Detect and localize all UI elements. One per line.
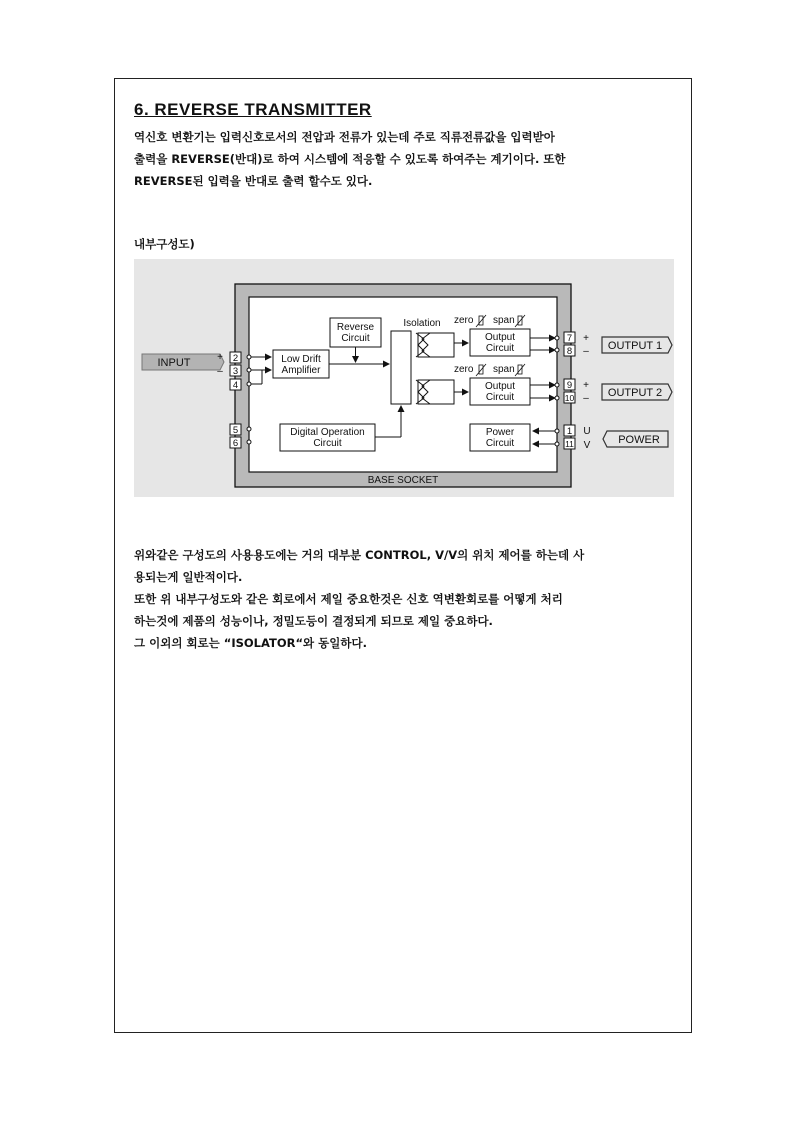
power-v-label: V xyxy=(583,440,591,451)
intro-paragraph xyxy=(134,126,674,192)
output-circuit-1-label-1: Output xyxy=(484,332,516,343)
output2-plus-sign: + xyxy=(583,380,589,391)
terminal-8 xyxy=(564,345,575,357)
terminal-6 xyxy=(230,437,241,449)
span-label-2: span xyxy=(493,364,515,375)
svg-text:4: 4 xyxy=(232,380,239,391)
output-circuit-2-label-1: Output xyxy=(484,381,516,392)
power-u-label: U xyxy=(583,426,591,437)
svg-text:10: 10 xyxy=(564,393,575,403)
body-line: 하는것에 제품의 성능이나, 정밀도등이 결정되게 되므로 제일 중요하다. xyxy=(134,614,493,628)
power-circuit-label-1: Power xyxy=(485,427,515,438)
svg-text:2: 2 xyxy=(232,353,239,364)
block-diagram-panel xyxy=(134,259,674,497)
intro-line: REVERSE된 입력을 반대로 출력 할수도 있다. xyxy=(134,174,373,188)
reverse-circuit-label-2: Circuit xyxy=(341,333,370,344)
span-label-1: span xyxy=(493,315,515,326)
output-circuit-1-label-2: Circuit xyxy=(485,343,515,354)
digital-operation-label-2: Circuit xyxy=(313,438,342,449)
intro-line: 출력을 REVERSE(반대)로 하여 시스템에 적응할 수 있도록 하여주는 계기이다. 또한 xyxy=(134,152,566,166)
svg-text:3: 3 xyxy=(232,366,239,377)
isolation-label: Isolation xyxy=(403,318,441,329)
low-drift-amplifier-label-2: Amplifier xyxy=(281,365,321,376)
section-title: 6. REVERSE TRANSMITTER xyxy=(134,100,372,119)
transformer-1 xyxy=(416,333,454,357)
input-minus-sign: – xyxy=(217,366,223,377)
svg-text:9: 9 xyxy=(566,380,573,391)
base-socket-label: BASE SOCKET xyxy=(367,475,439,486)
transformer-2 xyxy=(416,380,454,404)
intro-line: 역신호 변환기는 입력신호로서의 전압과 전류가 있는데 주로 직류전류값을 입력받아 xyxy=(134,130,555,144)
block-diagram xyxy=(134,259,674,497)
terminal-4 xyxy=(230,379,241,391)
input-label: INPUT xyxy=(157,357,191,369)
output2-minus-sign: – xyxy=(583,393,589,404)
digital-operation-label-1: Digital Operation xyxy=(290,427,365,438)
zero-label-1: zero xyxy=(454,315,474,326)
terminal-10 xyxy=(564,392,575,403)
terminal-2 xyxy=(230,352,241,364)
svg-text:7: 7 xyxy=(566,333,573,344)
svg-text:11: 11 xyxy=(565,439,574,449)
terminal-5 xyxy=(230,424,241,436)
body-line: 또한 위 내부구성도와 같은 회로에서 제일 중요한것은 신호 역변환회로를 어떻게 처리 xyxy=(134,592,563,606)
output-circuit-2-label-2: Circuit xyxy=(485,392,515,403)
output1-label: OUTPUT 1 xyxy=(607,340,663,352)
diagram-caption: 내부구성도) xyxy=(134,237,195,251)
terminal-11 xyxy=(564,438,575,449)
low-drift-amplifier-label-1: Low Drift xyxy=(281,354,321,365)
body-paragraph xyxy=(134,544,674,654)
power-label: POWER xyxy=(618,434,660,446)
body-line: 그 이외의 회로는 “ISOLATOR“와 동일하다. xyxy=(134,636,367,650)
svg-text:1: 1 xyxy=(566,426,573,437)
body-line: 위와같은 구성도의 사용용도에는 거의 대부분 CONTROL, V/V의 위치 제어를 하는데 사 xyxy=(134,548,585,562)
svg-text:5: 5 xyxy=(232,425,239,436)
output2-label: OUTPUT 2 xyxy=(607,387,663,399)
zero-label-2: zero xyxy=(454,364,474,375)
terminal-3 xyxy=(230,365,241,377)
output1-plus-sign: + xyxy=(583,333,589,344)
terminal-1 xyxy=(564,425,575,437)
reverse-circuit-label-1: Reverse xyxy=(336,322,375,333)
isolation-block xyxy=(391,331,411,404)
terminal-9 xyxy=(564,379,575,391)
terminal-7 xyxy=(564,332,575,344)
body-line: 용되는게 일반적이다. xyxy=(134,570,243,584)
output1-minus-sign: – xyxy=(583,346,589,357)
power-circuit-label-2: Circuit xyxy=(485,438,515,449)
svg-text:6: 6 xyxy=(232,438,239,449)
svg-text:8: 8 xyxy=(566,346,573,357)
input-plus-sign: + xyxy=(217,352,223,363)
